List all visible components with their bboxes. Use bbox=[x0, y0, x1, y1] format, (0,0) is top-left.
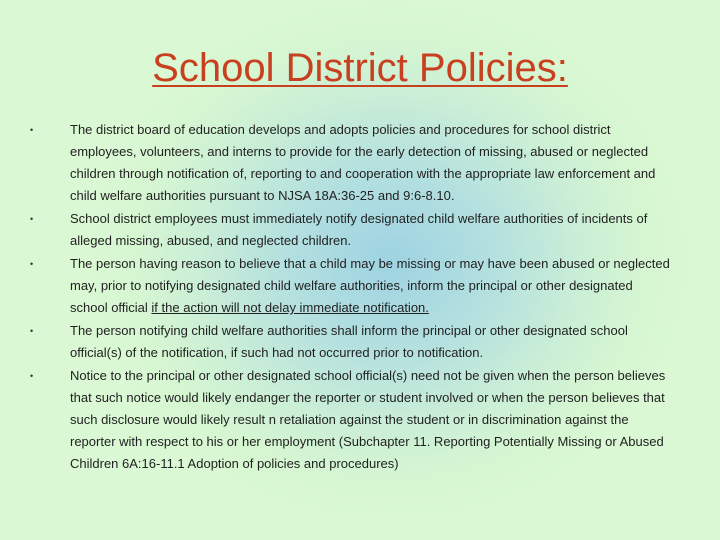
bullet-text: The person having reason to believe that a child may be missing or may have been abused or neglected may, prior to notifying designated child welfare authorities, inform the principal or other designated school official bbox=[70, 256, 670, 315]
bullet-text-underlined: if the action will not delay immediate notification. bbox=[151, 300, 429, 315]
bullet-text: The person notifying child welfare authorities shall inform the principal or other designated school official(s) of the notification, if such had not occurred prior to notification. bbox=[70, 323, 628, 360]
bullet-item bbox=[30, 253, 670, 319]
bullet-list bbox=[30, 119, 670, 476]
bullet-marker: • bbox=[30, 125, 34, 135]
bullet-item bbox=[30, 208, 670, 252]
bullet-marker: • bbox=[30, 326, 34, 336]
bullet-marker: • bbox=[30, 214, 34, 224]
slide-title bbox=[0, 44, 720, 92]
bullet-marker: • bbox=[30, 259, 34, 269]
bullet-item bbox=[30, 119, 670, 207]
bullet-item bbox=[30, 365, 670, 475]
bullet-text: Notice to the principal or other designated school official(s) need not be given when the person believes that such notice would likely endanger the reporter or student involved or when the person believes that such disclosure would likely result n retaliation against the student or in discrimination against the reporter with respect to his or her employment (Subchapter 11. Reporting Potentially Missing or Abused Children 6A:16-11.1 Adoption of policies and procedures) bbox=[70, 368, 666, 471]
slide-title-text: School District Policies: bbox=[152, 46, 568, 90]
bullet-item bbox=[30, 320, 670, 364]
bullet-text: School district employees must immediately notify designated child welfare authorities of incidents of alleged missing, abused, and neglected children. bbox=[70, 211, 648, 248]
bullet-text: The district board of education develops and adopts policies and procedures for school district employees, volunteers, and interns to provide for the early detection of missing, abused or neglected children through notification of, reporting to and cooperation with the appropriate law enforcement and child welfare authorities pursuant to NJSA 18A:36-25 and 9:6-8.10. bbox=[70, 122, 656, 203]
bullet-marker: • bbox=[30, 371, 34, 381]
